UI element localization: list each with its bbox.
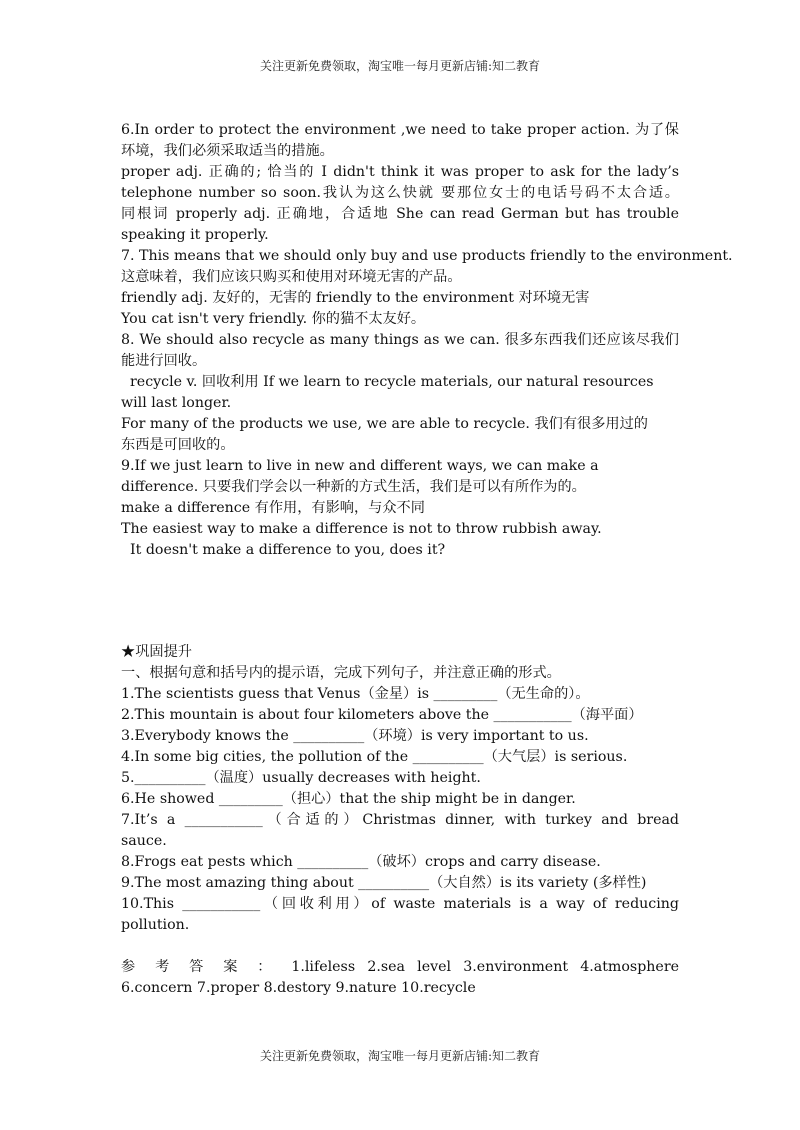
note-line: 环境，我们必须采取适当的措施。 [121,143,334,159]
page-header: 关注更新免费领取，淘宝唯一每月更新店铺:知二教育 [259,59,541,73]
note-line: 8. We should also recycle as many things as we can. 很多东西我们还应该尽我们 [121,332,679,348]
note-line: speaking it properly. [121,227,269,243]
note-line: The easiest way to make a difference is not to throw rubbish away. [121,521,602,537]
note-line: 东西是可回收的。 [121,437,235,453]
note-line: You cat isn't very friendly. 你的猫不太友好。 [121,311,426,327]
exercise-item: 4.In some big cities, the pollution of the __________（大气层）is serious. [121,749,628,765]
exercise-item: 7.It’s a ___________（合适的）Christmas dinner, with turkey and bread [121,812,679,828]
exercise-item: pollution. [121,917,190,933]
note-line: It doesn't make a difference to you, does it? [121,542,446,558]
exercise-item: 10.This ___________（回收利用）of waste materials is a way of reducing [121,896,679,912]
note-line: friendly adj. 友好的，无害的 friendly to the environment 对环境无害 [121,290,590,306]
exercise-item: 1.The scientists guess that Venus（金星）is _________（无生命的）。 [121,686,590,702]
section-heading: ★巩固提升 [121,644,192,660]
exercise-item: 2.This mountain is about four kilometers above the ___________（海平面） [121,707,643,723]
note-line: will last longer. [121,395,232,411]
note-line: 9.If we just learn to live in new and different ways, we can make a [121,458,599,474]
exercise-instruction: 一、根据句意和括号内的提示语，完成下列句子，并注意正确的形式。 [121,665,561,681]
vocabulary-notes [121,120,733,561]
exercise-item: sauce. [121,833,167,849]
exercise-item: 5.__________（温度）usually decreases with height. [121,770,481,786]
note-line: 7. This means that we should only buy and use products friendly to the environment. [121,248,733,264]
answer-line: 参 考 答 案 ： 1.lifeless 2.sea level 3.environment 4.atmosphere [121,959,679,975]
page-footer: 关注更新免费领取，淘宝唯一每月更新店铺:知二教育 [259,1049,541,1063]
note-line: proper adj. 正确的; 恰当的 I didn't think it was proper to ask for the lady’s [121,164,679,180]
answer-key [121,957,679,999]
exercise-item: 9.The most amazing thing about __________（大自然）is its variety (多样性) [121,875,647,891]
exercise-section [121,642,679,936]
note-line: recycle v. 回收利用 If we learn to recycle materials, our natural resources [121,374,654,390]
note-line: 这意味着，我们应该只购买和使用对环境无害的产品。 [121,269,462,285]
note-line: 能进行回收。 [121,353,207,369]
note-line: telephone number so soon.我认为这么快就 要那位女士的电话号码不太合适。 [121,185,679,201]
exercise-item: 6.He showed _________（担心）that the ship might be in danger. [121,791,576,807]
note-line: For many of the products we use, we are able to recycle. 我们有很多用过的 [121,416,648,432]
note-line: 6.In order to protect the environment ,we need to take proper action. 为了保 [121,122,679,138]
answer-line: 6.concern 7.proper 8.destory 9.nature 10.recycle [121,980,476,996]
exercise-item: 8.Frogs eat pests which __________（破坏）crops and carry disease. [121,854,601,870]
note-line: make a difference 有作用，有影响，与众不同 [121,500,425,516]
exercise-item: 3.Everybody knows the __________（环境）is very important to us. [121,728,589,744]
note-line: difference. 只要我们学会以一种新的方式生活，我们是可以有所作为的。 [121,479,586,495]
note-line: 同根词 properly adj. 正确地，合适地 She can read German but has trouble [121,206,679,222]
